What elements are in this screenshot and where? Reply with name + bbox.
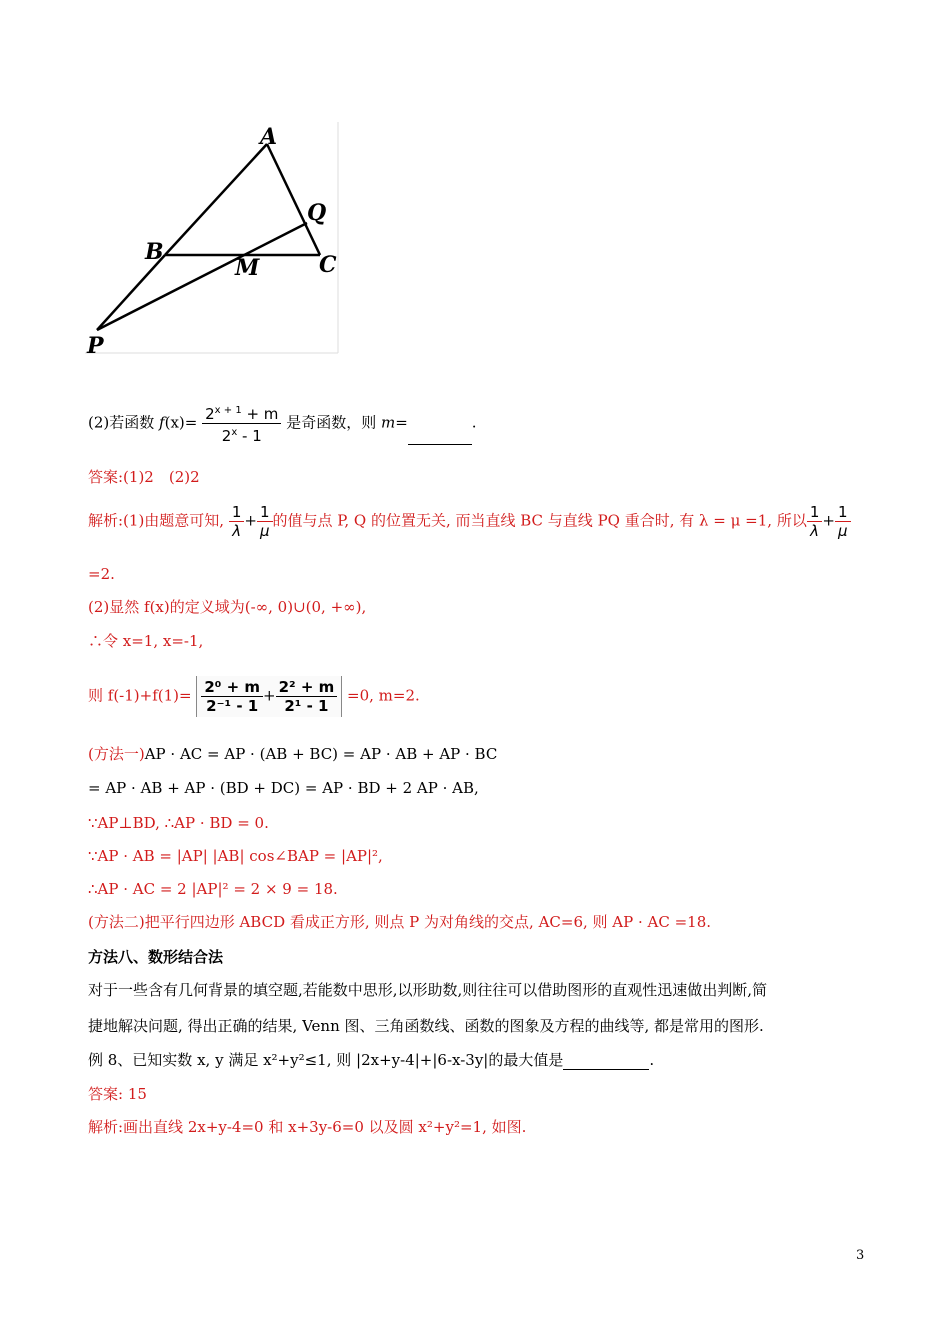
label-c: C <box>319 252 337 278</box>
method1-line2: = AP · AB + AP · (BD + DC) = AP · BD + 2 AP · AB, <box>88 779 479 797</box>
example-8-blank <box>563 1069 649 1070</box>
question-2: (2)若函数 f(x)= $\frac{2^{x + 1} + m}{2^x - 1}$ 是奇函数，则 m= . <box>88 402 477 445</box>
label-a: A <box>260 124 278 150</box>
paragraph-2: 捷地解决问题, 得出正确的结果, Venn 图、三角函数线、函数的图象及方程的曲线等, 都是常用的图形. <box>88 1017 764 1035</box>
example-8: 例 8、已知实数 x, y 满足 x²+y²≤1, 则 |2x+y-4|+|6-x-3y|的最大值是 . <box>88 1051 655 1069</box>
page-number: 3 <box>856 1248 865 1263</box>
q2-fraction: $\frac{2^{x + 1} + m}{2^x - 1}$ <box>202 402 281 445</box>
solution-2-line1: (2)显然 f(x)的定义域为(-∞, 0)∪(0, +∞), <box>88 598 367 616</box>
solution-2-line2: ∴令 x=1, x=-1, <box>88 632 204 650</box>
label-p: P <box>87 333 104 356</box>
solution-1-tail: =2. <box>88 565 115 583</box>
label-b: B <box>145 239 164 265</box>
label-m: M <box>235 255 260 281</box>
segment-pq <box>97 223 307 330</box>
segment-bp <box>97 255 165 330</box>
geometry-figure <box>85 122 343 356</box>
answer-8: 答案: 15 <box>88 1085 147 1103</box>
method1-line3: ∵AP⊥BD, ∴AP · BD = 0. <box>88 814 269 832</box>
method2: (方法二)把平行四边形 ABCD 看成正方形, 则点 P 为对角线的交点, AC=6, 则 AP · AC =18. <box>88 913 712 931</box>
method1-line5: ∴AP · AC = 2 |AP|² = 2 × 9 = 18. <box>88 880 338 898</box>
label-q: Q <box>307 200 327 226</box>
method1-line1: (方法一)AP · AC = AP · (AB + BC) = AP · AB + AP · BC <box>88 745 498 763</box>
paragraph-1: 对于一些含有几何背景的填空题,若能数中思形,以形助数,则往往可以借助图形的直观性迅速做出判断,简 <box>88 981 768 999</box>
section-title: 方法八、数形结合法 <box>88 948 224 966</box>
segment-ab <box>165 144 267 255</box>
answer-blank <box>408 444 472 445</box>
solution-8: 解析:画出直线 2x+y-4=0 和 x+3y-6=0 以及圆 x²+y²=1, 如图. <box>88 1118 527 1136</box>
method1-line4: ∵AP · AB = |AP| |AB| cos∠BAP = |AP|², <box>88 847 383 865</box>
solution-2-line3: 则 f(-1)+f(1)= $\frac{\text{2⁰ + m}}{\text{2⁻¹ - 1}}$ + $\frac{\text{2² + m}}{\text{2¹ - 1}}$ =0, m=2. <box>88 678 420 715</box>
answer-1: 答案:(1)2 (2)2 <box>88 468 200 486</box>
f-values-box: $\frac{\text{2⁰ + m}}{\text{2⁻¹ - 1}}$ + $\frac{\text{2² + m}}{\text{2¹ - 1}}$ <box>196 676 342 717</box>
solution-1: 解析:(1)由题意可知, $\frac{1}{\lambda}$ + $\frac{1}{\mu}$ 的值与点 P, Q 的位置无关, 而当直线 BC 与直线 PQ 重合时, 有 λ = μ =1, 所以 $\frac{1}{\lambda}$ + $\frac{1}{\mu}$ <box>88 503 851 540</box>
